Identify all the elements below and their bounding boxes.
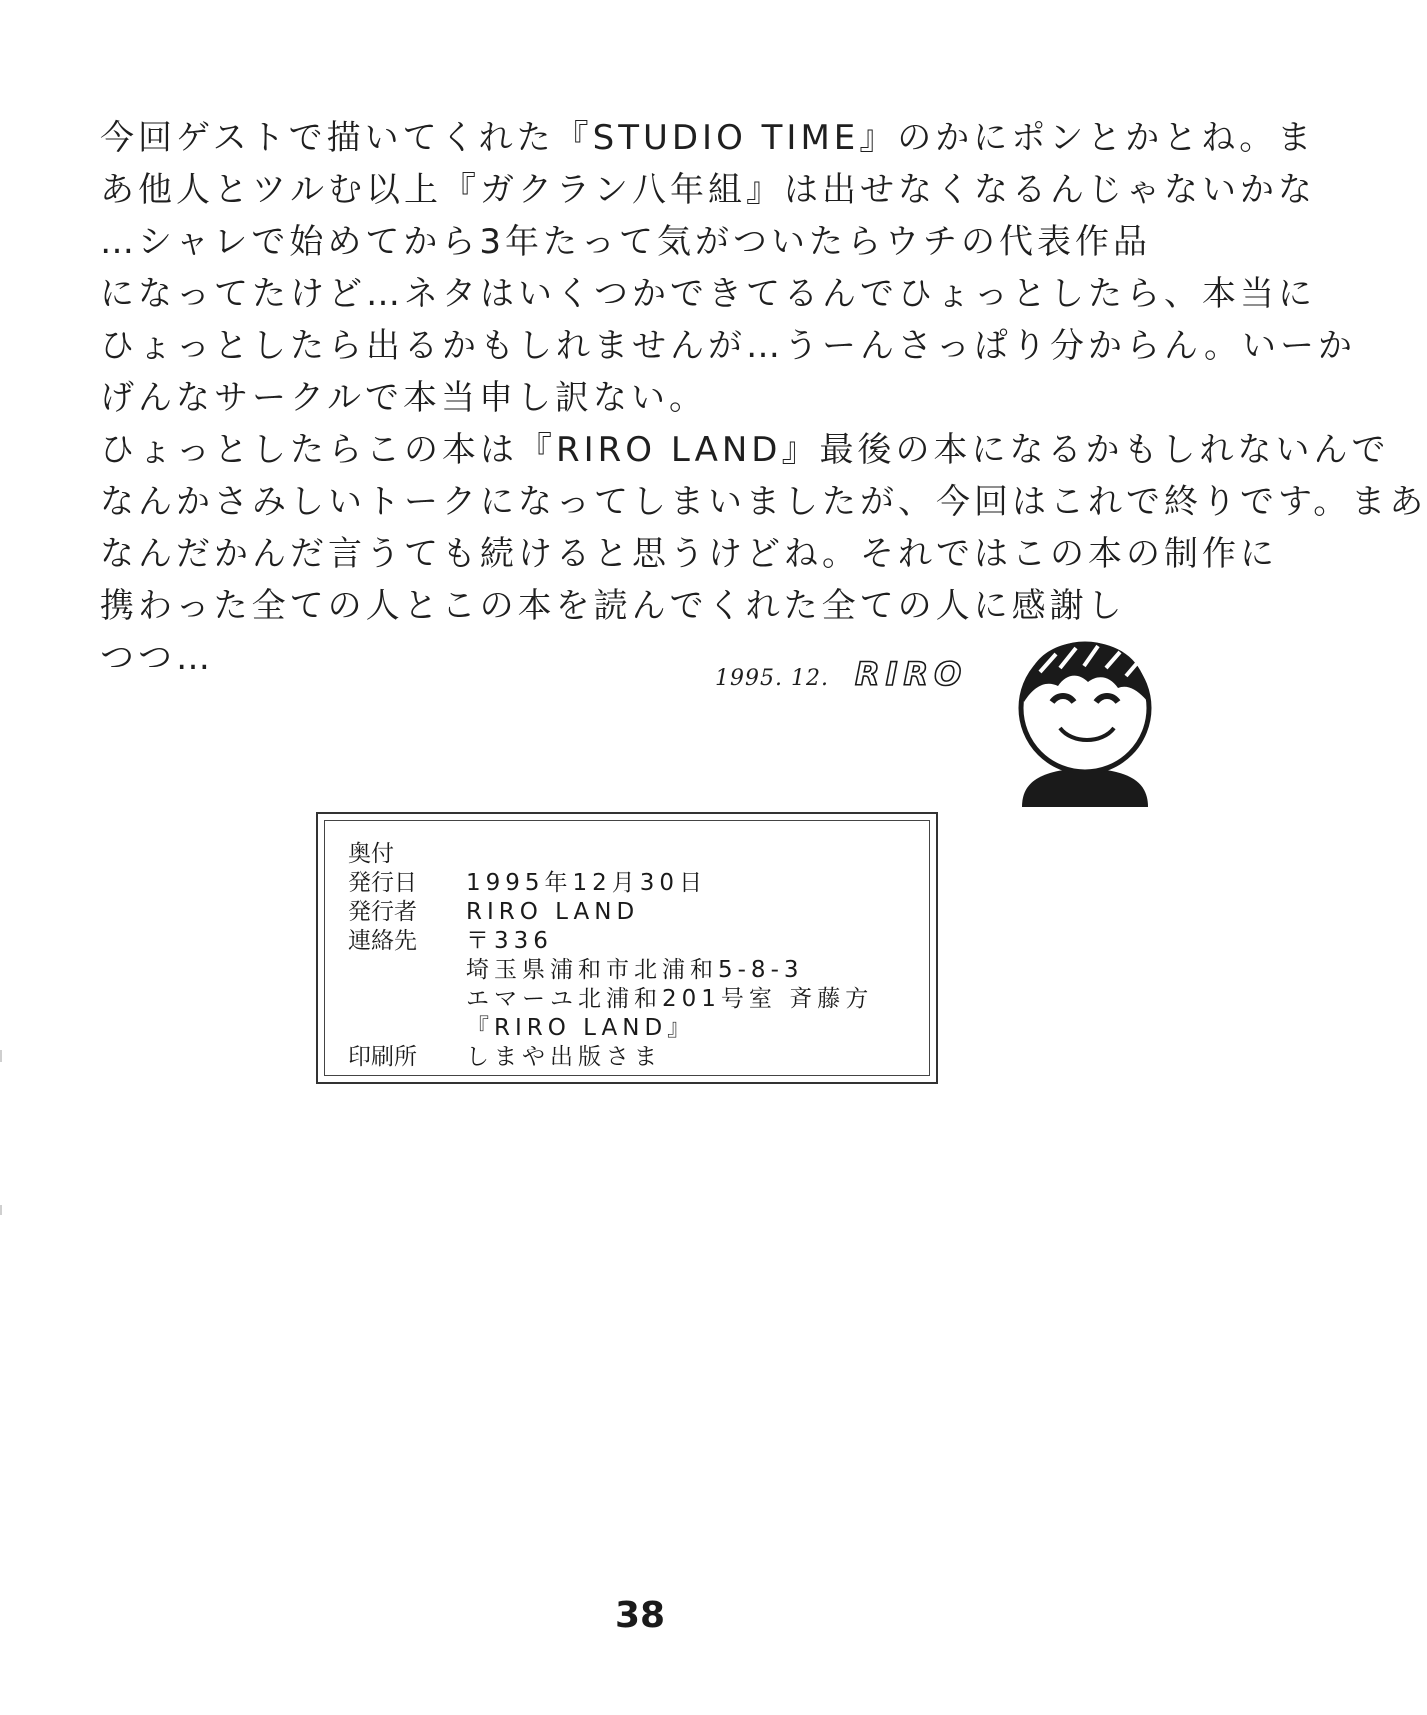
signature-date: 1995. 12.: [715, 666, 829, 691]
afterword-line: …シャレで始めてから3年たって気がついたらウチの代表作品: [100, 222, 1151, 262]
afterword-line: げんなサークルで本当申し訳ない。: [100, 378, 707, 418]
afterword-paragraph-1: [100, 112, 1357, 424]
page-number: 38: [614, 1595, 666, 1636]
colophon-box: [316, 812, 938, 1084]
signature: [715, 655, 967, 699]
afterword-line: なんかさみしいトークになってしまいましたが、今回はこれで終りです。まあ: [100, 482, 1427, 522]
colophon-label: [348, 956, 466, 985]
colophon-value: エマーユ北浦和201号室 斉藤方: [466, 986, 874, 1012]
colophon-value: 埼玉県浦和市北浦和5-8-3: [466, 957, 804, 983]
author-self-portrait-icon: [1010, 632, 1160, 807]
afterword-line: 今回ゲストで描いてくれた『STUDIO TIME』のかにポンとかとね。ま: [100, 118, 1316, 158]
scan-edge-mark: [0, 1205, 2, 1215]
colophon-row-address: [348, 956, 873, 985]
afterword-line: 携わった全ての人とこの本を読んでくれた全ての人に感謝し: [100, 586, 1126, 626]
colophon-value: しまや出版さま: [466, 1044, 662, 1070]
colophon-value: RIRO LAND: [466, 899, 640, 925]
afterword-line: つつ…: [100, 638, 214, 678]
colophon-label: 発行日: [348, 870, 417, 896]
afterword-line: あ他人とツルむ以上『ガクラン八年組』は出せなくなるんじゃないかな: [100, 170, 1316, 210]
colophon-row-printer: [348, 1043, 873, 1072]
colophon-label: [348, 985, 466, 1014]
afterword-line: なんだかんだ言うても続けると思うけどね。それではこの本の制作に: [100, 534, 1278, 574]
signature-name: RIRO: [854, 655, 968, 693]
colophon-row-contact: [348, 927, 873, 956]
colophon-content: [348, 840, 873, 1072]
afterword-line: ひょっとしたらこの本は『RIRO LAND』最後の本になるかもしれないんで: [100, 430, 1390, 470]
colophon-row-publish-date: [348, 869, 873, 898]
colophon-label: 連絡先: [348, 928, 417, 954]
colophon-row-address: [348, 985, 873, 1014]
colophon-row-publisher: [348, 898, 873, 927]
colophon-label: 発行者: [348, 899, 417, 925]
colophon-value: 〒336: [466, 928, 553, 954]
colophon-row-address: [348, 1014, 873, 1043]
colophon-title-row: [348, 840, 873, 869]
afterword-line: になってたけど…ネタはいくつかできてるんでひょっとしたら、本当に: [100, 274, 1316, 314]
afterword-line: ひょっとしたら出るかもしれませんが…うーんさっぱり分からん。いーか: [100, 326, 1357, 366]
colophon-label: [348, 1014, 466, 1043]
colophon-value: 1995年12月30日: [466, 870, 708, 896]
colophon-value: 『RIRO LAND』: [466, 1015, 696, 1041]
colophon-label: 印刷所: [348, 1044, 417, 1070]
scan-edge-mark: [0, 1050, 2, 1062]
colophon-title: 奥付: [348, 841, 394, 867]
